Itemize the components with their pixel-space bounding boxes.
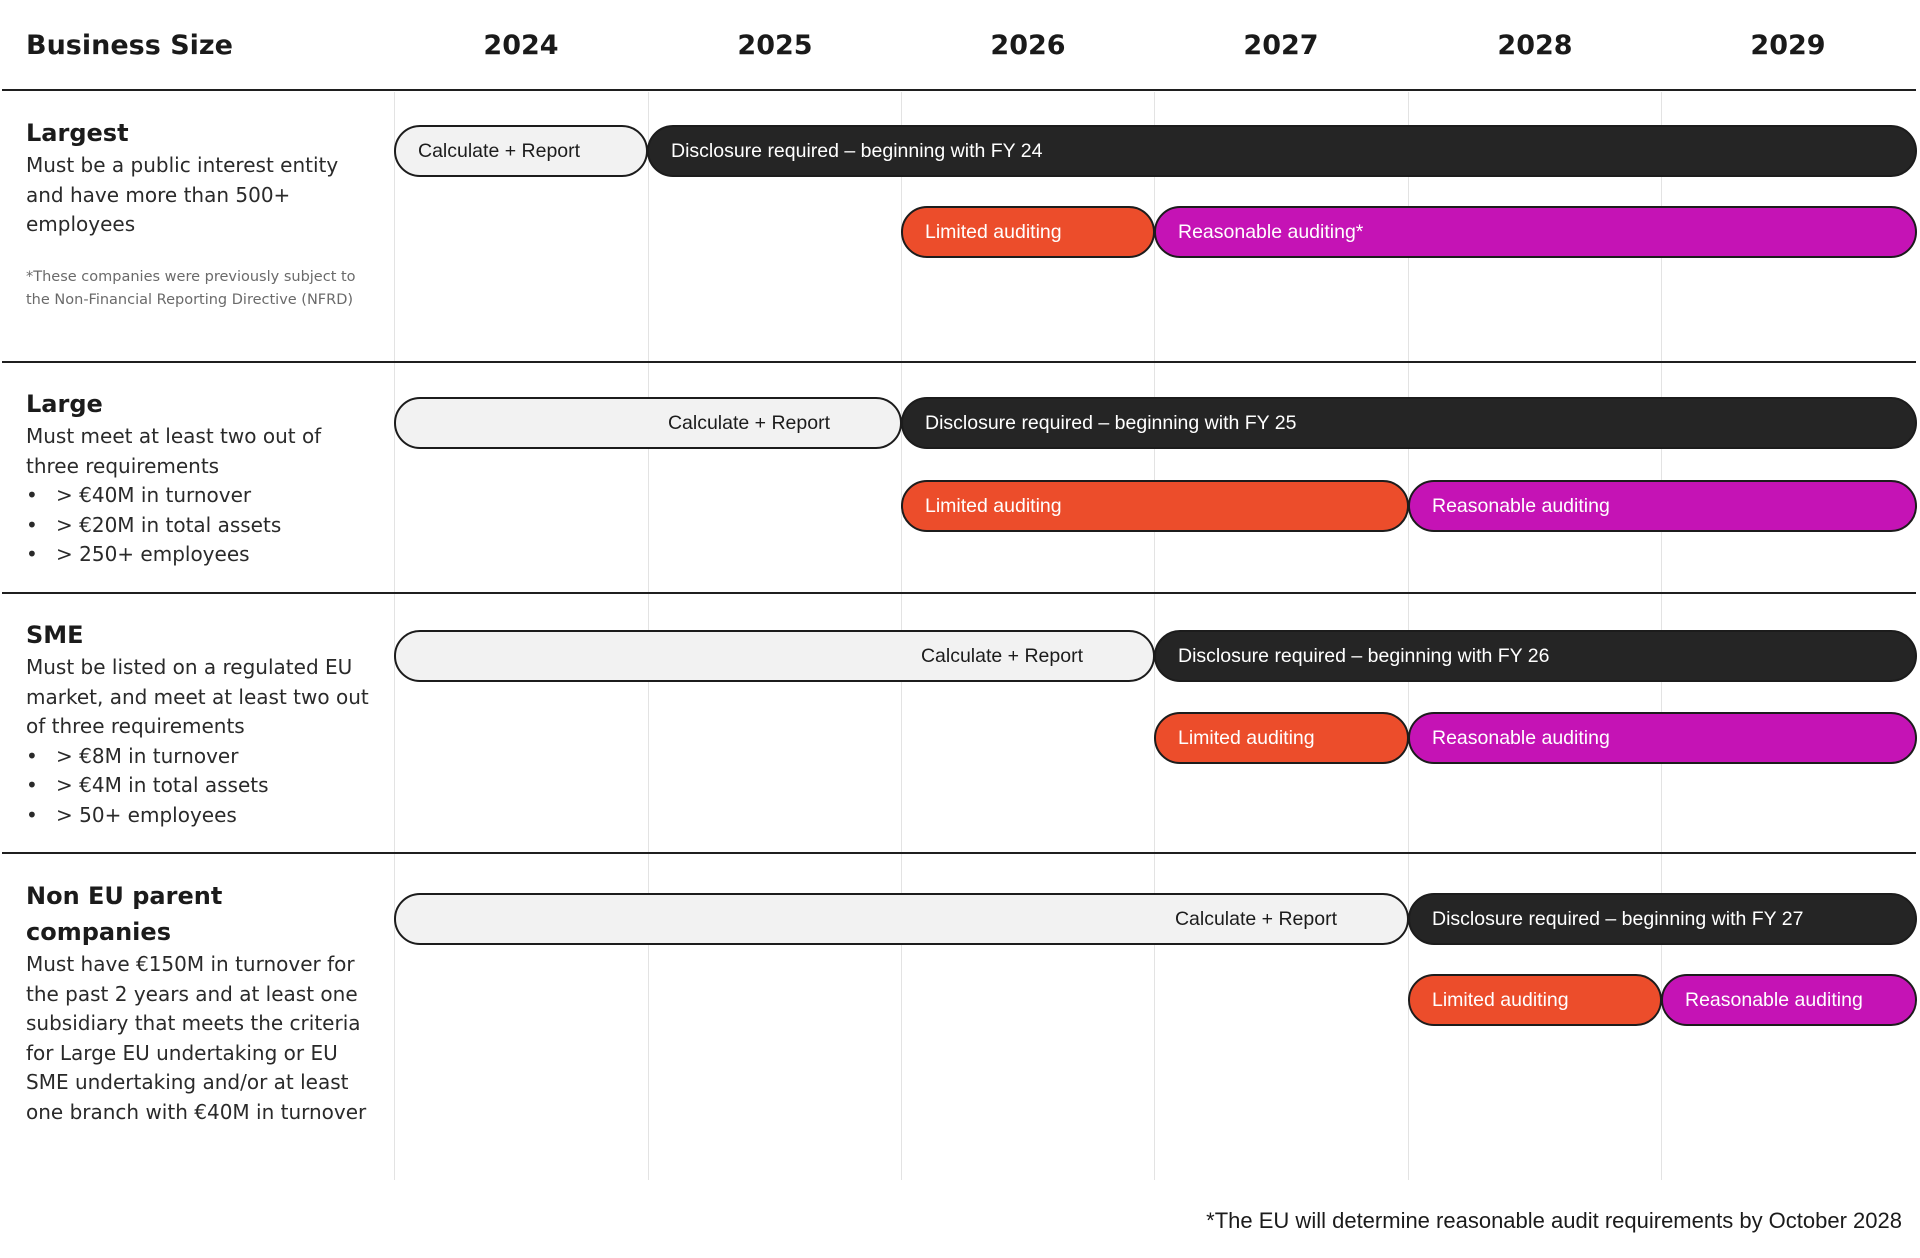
requirement-item: • > 50+ employees [26, 801, 371, 831]
row-description: Must be listed on a regulated EU market, and meet at least two out of three requirements [26, 655, 369, 738]
requirements-list [26, 481, 371, 570]
grid-line [394, 92, 395, 1180]
disclosure-bar: Disclosure required – beginning with FY 26 [1154, 630, 1917, 682]
row-footnote: *These companies were previously subject to the Non-Financial Reporting Directive (NFRD) [26, 268, 356, 308]
footnote: *The EU will determine reasonable audit requirements by October 2028 [1206, 1208, 1902, 1233]
header-divider [2, 89, 1916, 91]
row-title: Largest [26, 119, 129, 147]
bullet: • [26, 802, 38, 827]
bullet: • [26, 773, 38, 797]
reasonable-auditing-bar: Reasonable auditing [1408, 712, 1917, 764]
row-sme-label [26, 617, 371, 830]
bullet: • [26, 743, 38, 768]
calculate-report-bar: Calculate + Report [394, 397, 902, 449]
year-header-2026: 2026 [990, 29, 1066, 61]
row-description: Must have €150M in turnover for the past 2 years and at least one subsidiary that meets the criteria for Large EU undertaking or EU SME undertaking and/or at least one branch with €40M in turnover [26, 952, 367, 1124]
row-non-eu-label [26, 878, 371, 1127]
limited-auditing-bar: Limited auditing [901, 206, 1155, 258]
reasonable-auditing-bar: Reasonable auditing [1408, 480, 1917, 532]
year-header-2027: 2027 [1243, 29, 1319, 61]
bullet: • [26, 483, 38, 507]
requirement-item: • > €20M in total assets [26, 511, 371, 541]
year-header-2028: 2028 [1497, 29, 1573, 61]
requirement-item: • > €4M in total assets [26, 771, 371, 801]
requirement-item: • > €8M in turnover [26, 742, 371, 772]
row-description: Must meet at least two out of three requirements [26, 424, 322, 478]
row-divider [2, 361, 1916, 363]
disclosure-bar: Disclosure required – beginning with FY 24 [647, 125, 1917, 177]
bullet: • [26, 542, 38, 566]
limited-auditing-bar: Limited auditing [1408, 974, 1662, 1026]
disclosure-bar: Disclosure required – beginning with FY 27 [1408, 893, 1917, 945]
row-title: SME [26, 621, 84, 649]
grid-line [1154, 92, 1155, 1180]
row-title: Non EU parent companies [26, 882, 223, 946]
row-description: Must be a public interest entity and have more than 500+ employees [26, 153, 339, 236]
row-largest-label [26, 115, 371, 312]
year-header-2029: 2029 [1750, 29, 1826, 61]
requirement-item: • > €40M in turnover [26, 481, 371, 511]
requirement-item: • > 250+ employees [26, 540, 371, 570]
year-header-2025: 2025 [737, 29, 813, 61]
row-divider [2, 852, 1916, 854]
disclosure-bar: Disclosure required – beginning with FY 25 [901, 397, 1917, 449]
row-divider [2, 592, 1916, 594]
requirements-list [26, 742, 371, 831]
row-title: Large [26, 390, 103, 418]
reasonable-auditing-bar: Reasonable auditing [1661, 974, 1917, 1026]
bullet: • [26, 512, 38, 537]
calculate-report-bar: Calculate + Report [394, 630, 1155, 682]
calculate-report-bar: Calculate + Report [394, 893, 1409, 945]
calculate-report-bar: Calculate + Report [394, 125, 648, 177]
business-size-header: Business Size [26, 29, 233, 61]
year-header-2024: 2024 [483, 29, 559, 61]
row-large-label [26, 386, 371, 570]
limited-auditing-bar: Limited auditing [1154, 712, 1409, 764]
limited-auditing-bar: Limited auditing [901, 480, 1409, 532]
reasonable-auditing-bar: Reasonable auditing* [1154, 206, 1917, 258]
